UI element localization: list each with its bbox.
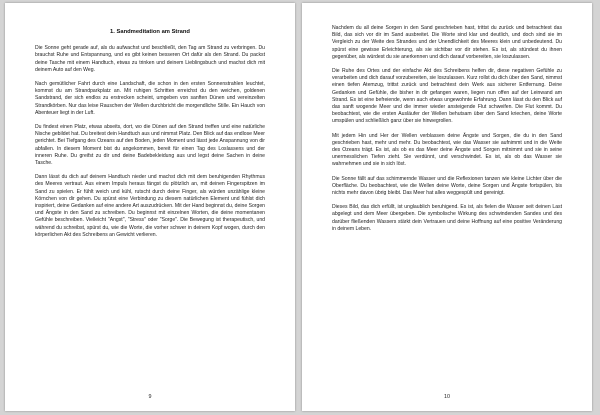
right-page [302,3,592,411]
chapter-title: 1. Sandmeditation am Strand [110,29,190,35]
paragraph: Die Ruhe des Ortes und der einfache Akt des Schreibens helfen dir, diese negativen Gefühle zu verarbeiten und dich darauf vorzubereiten, sie loszulassen. Kurz rollst du dich über den Sand, nimmst einen tiefen Atemzug, trittst zurück und betrachtest dein Werk aus sicherer Entfernung. Deine Gedanken und Gefühle, die bisher in dir gefangen waren, liegen nun offen auf der Leinwand am Strand. Es ist eine befreiende, wenn auch etwas ungewohnte Erfahrung. Dann lässt du den Blick auf das sanft wogende Meer und die immer wieder ansteigende Flut schweifen. Die Flut kommt. Du beobachtest, wie die ersten Ausläufer der Wellen behutsam über den Sand kriechen, deine Worte umspülen und schließlich ganz über sie hinwegrollen. [332,68,562,125]
paragraph: Mit jedem Hin und Her der Wellen verblassen deine Ängste und Sorgen, die du in den Sand geschrieben hast, mehr und mehr. Du beobachtest, wie das Wasser sie aufnimmt und in die Weite des Ozeans trägt. Es ist, als ob es das Meer deine Ängste und Sorgen mitnimmt und sie in seine unermesslichen Tiefen zieht. Sie verdünnt, und verschwindet. Es ist, als ob das Wasser sie wahrnehmen und sie in sich löst. [332,132,562,168]
paragraph: Nach gemütlicher Fahrt durch eine Landschaft, die schon in den ersten Sonnenstrahlen leuchtet, kommst du am Strandparkplatz an. Mit ruhigen Schritten erreichst du den weichen, goldenen Sandstrand, der sich endlos zu erstrecken scheint, umgeben von sanften Dünen und vereinzelten Strandkörben. Nur das leise Rauschen der Wellen durchbricht die morgendliche Stille. Ein Hauch von Abenteuer liegt in der Luft. [35,81,265,116]
left-page-content [35,29,265,246]
paragraph: Die Sonne fällt auf das schimmernde Wasser und die Reflexionen tanzen wie kleine Lichter über die Oberfläche. Du beobachtest, wie die Wellen deine Worte, deine Sorgen und Ängste fortspülen, bis nichts mehr davon übrig bleibt. Das Meer hat alles weggespült und gereinigt. [332,175,562,197]
paragraph: Dann lässt du dich auf deinem Handtuch nieder und machst dich mit dem beruhigenden Rhythmus des Meeres vertraut. Aus einem Impuls heraus fängst du plötzlich an, mit deinen Fingerspitzen im Sand zu spielen. Er fühlt weich und kühl, rutscht durch deine Finger, als würden unzählige kleine Körnchen von dir gehen. Du spürst eine Verbindung zu diesem natürlichen Element und fühlst dich inspiriert, deine Gedanken auf eine andere Art auszudrücken. Mit der Hand beginnst du, deine Sorgen und Ängste in den Sand zu schreiben. Du beginnst mit einzelnen Worten, die deine momentanen Gefühle beschreiben. Vielleicht "Angst", "Stress" oder "Sorge". Die Bewegung ist therapeutisch, und während du schreibst, spürst du, wie die Worte, die vorher schwer in deinem Kopf wogen, durch den körperlichen Akt des Schreibens an Gewicht verlieren. [35,174,265,238]
paragraph: Dieses Bild, das dich erfüllt, ist unglaublich beruhigend. Es ist, als fielen die Wasser seit deinen Last abgelegt und dem Meer übergeben. Die symbolische Wirkung des schwindenden Sandes und des darüber fließenden Wassers stärkt dein Vertrauen und deine Hoffnung auf eine positive Veränderung in deinem Leben. [332,204,562,232]
right-page-content [332,25,562,240]
paragraph: Du findest einen Platz, etwas abseits, dort, wo die Dünen auf den Strand treffen und eine natürliche Nische gebildet hat. Du breitest dein Handtuch aus und nimmst Platz. Den Blick auf das endlose Meer gerichtet. Bei Tiefgang des Ozeans auf den Boden, jeden Moment und lässt jede Anspannung von dir abfallen. In diesem Moment bist du angekommen, bereit für einen Tag des Loslassens und der inneren Ruhe. Du greifst zu dir und deine Badebekleidung aus und legst deine Sachen in deine Tasche. [35,124,265,167]
page-number: 9 [148,394,152,400]
left-page [5,3,295,411]
paragraph: Nachdem du all deine Sorgen in den Sand geschrieben hast, trittst du zurück und betrachtest das Bild, das sich vor dir im Sand ausbreitet. Die Worte sind klar und deutlich, und doch sind sie im Vergleich zu der Weite des Strandes und der Unendlichkeit des Meeres klein und unbedeutend. Du spürst eine gewisse Erleichterung, als sie sichtbar vor dir stehen. Es ist, als stündest du ihnen gegenüber, als würdest du sie anerkennen und dich darauf vorbereiten, sie loszulassen. [332,25,562,60]
paragraph: Die Sonne geht gerade auf, als du aufwachst und beschließt, den Tag am Strand zu verbringen. Du brauchst Ruhe und Entspannung, und es gibt keinen besseren Ort dafür als den Strand. Du packst deine Tasche mit einem Handtuch, etwas zu trinken und deinem Lieblingsbuch und machst dich mit deinem Auto auf den Weg. [35,45,265,73]
page-number: 10 [444,394,450,400]
